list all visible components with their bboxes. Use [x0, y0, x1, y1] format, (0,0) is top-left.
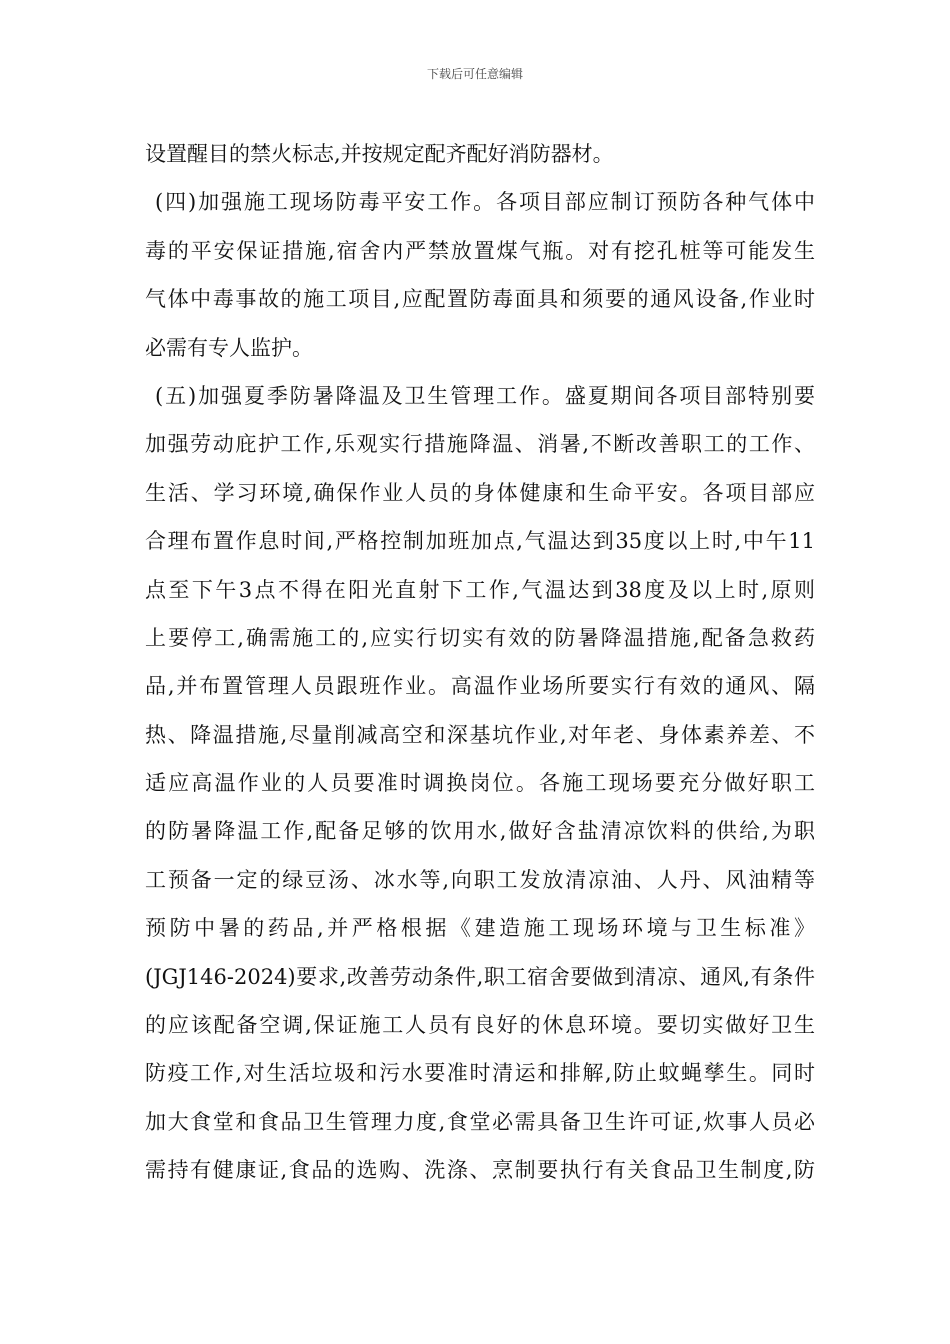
paragraph-line: 必需有专人监护。 — [145, 335, 313, 360]
paragraph-line: 的应该配备空调,保证施工人员有良好的休息环境。要切实做好卫生 — [145, 1013, 815, 1038]
paragraph-line: (五)加强夏季防暑降温及卫生管理工作。盛夏期间各项目部特别要 — [155, 383, 815, 408]
paragraph-line: 工预备一定的绿豆汤、冰水等,向职工发放清凉油、人丹、风油精等 — [145, 867, 815, 892]
paragraph-line: 气体中毒事故的施工项目,应配置防毒面具和须要的通风设备,作业时 — [145, 287, 815, 312]
paragraph-line: 适应高温作业的人员要准时调换岗位。各施工现场要充分做好职工 — [145, 771, 815, 796]
paragraph-line: 品,并布置管理人员跟班作业。高温作业场所要实行有效的通风、隔 — [145, 674, 815, 699]
paragraph-line: 毒的平安保证措施,宿舍内严禁放置煤气瓶。对有挖孔桩等可能发生 — [145, 238, 815, 263]
paragraph-line: 需持有健康证,食品的选购、洗涤、烹制要执行有关食品卫生制度,防 — [145, 1158, 815, 1183]
paragraph-line: 加强劳动庇护工作,乐观实行措施降温、消暑,不断改善职工的工作、 — [145, 432, 815, 457]
document-body — [145, 130, 815, 1195]
paragraph-line: (JGJ146-2024)要求,改善劳动条件,职工宿舍要做到清凉、通风,有条件 — [145, 964, 815, 989]
paragraph-line: 上要停工,确需施工的,应实行切实有效的防暑降温措施,配备急救药 — [145, 625, 815, 650]
paragraph-line: 的防暑降温工作,配备足够的饮用水,做好含盐清凉饮料的供给,为职 — [145, 819, 815, 844]
paragraph-line: 合理布置作息时间,严格控制加班加点,气温达到35度以上时,中午11 — [145, 529, 815, 554]
paragraph-line: 预防中暑的药品,并严格根据《建造施工现场环境与卫生标准》 — [145, 916, 815, 941]
paragraph-line: 热、降温措施,尽量削减高空和深基坑作业,对年老、身体素养差、不 — [145, 722, 815, 747]
paragraph-line: 生活、学习环境,确保作业人员的身体健康和生命平安。各项目部应 — [145, 480, 815, 505]
paragraph-line: 点至下午3点不得在阳光直射下工作,气温达到38度及以上时,原则 — [145, 577, 815, 602]
paragraph-line: 防疫工作,对生活垃圾和污水要准时清运和排解,防止蚊蝇孳生。同时 — [145, 1061, 815, 1086]
paragraph-line: (四)加强施工现场防毒平安工作。各项目部应制订预防各种气体中 — [155, 190, 815, 215]
paragraph-line: 设置醒目的禁火标志,并按规定配齐配好消防器材。 — [145, 142, 614, 166]
page-header: 下载后可任意编辑 — [426, 67, 523, 81]
paragraph-line: 加大食堂和食品卫生管理力度,食堂必需具备卫生许可证,炊事人员必 — [145, 1109, 815, 1134]
